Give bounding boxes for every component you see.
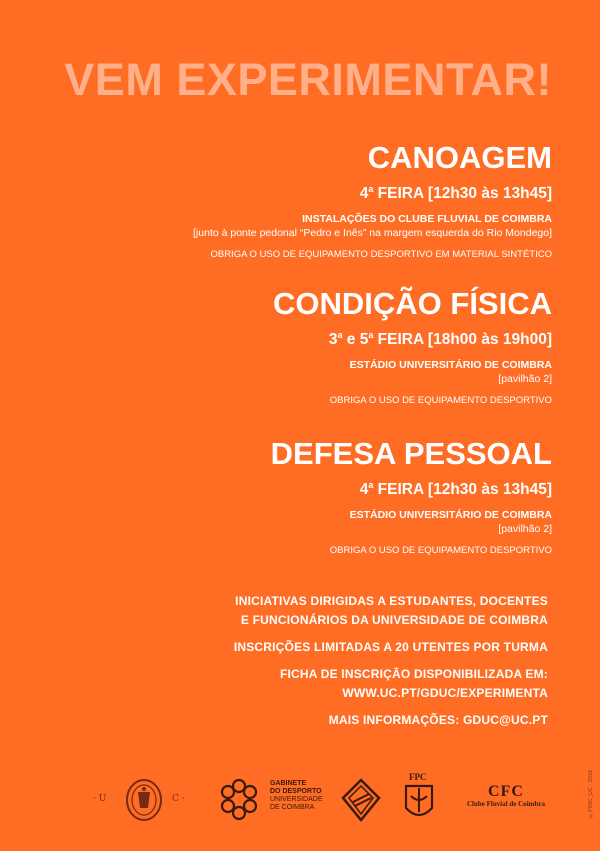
contact	[234, 711, 548, 730]
info-block	[234, 592, 548, 738]
section-note: OBRIGA O USO DE EQUIPAMENTO DESPORTIVO	[329, 395, 552, 406]
section-canoagem	[193, 140, 552, 261]
fpc-label: FPC	[409, 772, 427, 782]
gabinete-text: GABINETE DO DESPORTO UNIVERSIDADE DE COIMBRA	[270, 780, 323, 811]
cfc-letters: CFC	[488, 783, 524, 800]
section-title: CANOAGEM	[367, 140, 552, 175]
section-detail: [pavilhão 2]	[498, 523, 552, 535]
limit: INSCRIÇÕES LIMITADAS A 20 UTENTES POR TURMA	[233, 640, 548, 654]
credit-text: ©PIMC_UC · 2016	[588, 770, 594, 818]
headline: VEM EXPERIMENTAR!	[64, 54, 552, 105]
audience: INICIATIVAS DIRIGIDAS A ESTUDANTES, DOCENTES E FUNCIONÁRIOS DA UNIVERSIDADE DE COIMBRA	[235, 594, 548, 627]
gabinete-desporto-icon	[217, 778, 261, 822]
section-schedule: 4$^a$ FEIRA [12h30 às 13h45]	[359, 480, 552, 498]
section-venue: ESTÁDIO UNIVERSITÁRIO DE COIMBRA	[349, 509, 552, 521]
section-note: OBRIGA O USO DE EQUIPAMENTO DESPORTIVO EM MATERIAL SINTÉTICO	[210, 249, 552, 260]
section-title: DEFESA PESSOAL	[270, 436, 552, 471]
section-venue: INSTALAÇÕES DO CLUBE FLUVIAL DE COIMBRA	[302, 213, 552, 225]
uc-letter-right: C ·	[172, 794, 185, 804]
section-defesa-pessoal	[271, 436, 552, 557]
section-detail: [pavilhão 2]	[498, 373, 552, 385]
uc-letter-left: · U	[93, 794, 107, 804]
section-schedule: 3$^a$ e 5$^a$ FEIRA [18h00 às 19h00]	[328, 330, 552, 348]
form-info: FICHA DE INSCRIÇÃO DISPONIBILIZADA EM: WWW.UC.PT/GDUC/EXPERIMENTA	[234, 665, 548, 703]
section-title: CONDIÇÃO FÍSICA	[273, 286, 552, 321]
section-condicao-fisica	[273, 286, 552, 407]
section-schedule: 4$^a$ FEIRA [12h30 às 13h45]	[359, 184, 552, 202]
aac-shield-icon	[341, 778, 381, 822]
contact-email-link[interactable]: MAIS INFORMAÇÕES: GDUC@UC.PT	[328, 713, 548, 727]
section-venue: ESTÁDIO UNIVERSITÁRIO DE COIMBRA	[349, 359, 552, 371]
section-detail: [junto à ponte pedonal “Pedro e Inês” na margem esquerda do Rio Mondego]	[193, 227, 552, 239]
cfc-logo	[464, 784, 548, 809]
uc-seal-icon	[124, 778, 164, 822]
cfc-name: Clube Fluvial de Coimbra	[467, 800, 545, 808]
form-url-link[interactable]: WWW.UC.PT/GDUC/EXPERIMENTA	[342, 686, 548, 700]
section-note: OBRIGA O USO DE EQUIPAMENTO DESPORTIVO	[329, 545, 552, 556]
